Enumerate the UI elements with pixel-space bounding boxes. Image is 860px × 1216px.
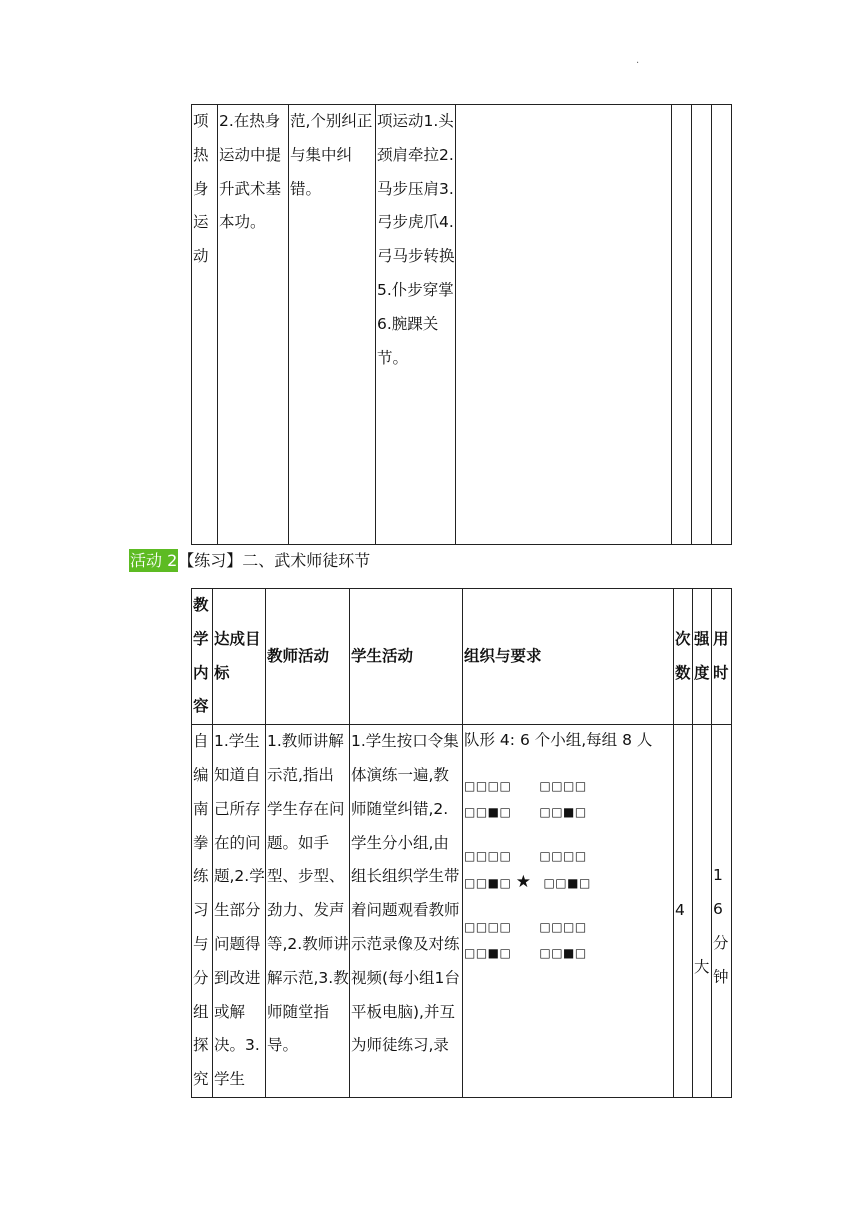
student-cell: 项运动1.头颈肩牵拉2.马步压肩3.弓步虎爪4.弓马步转换5.仆步穿掌6.腕踝关节。 bbox=[376, 105, 456, 545]
teacher-star-icon: ★ bbox=[515, 872, 532, 893]
content-cell: 自编南拳练习与分组探究 bbox=[192, 725, 213, 1098]
teacher-cell: 1.教师讲解示范,指出学生存在问题。如手型、步型、劲力、发声等,2.教师讲解示范,3.教师随堂指导。 bbox=[266, 725, 350, 1098]
formation-diagram: □□□□ □□□□ □□■□ □□■□ □□□□ □□□□ □□■□ ★ □□■□ □□□□ □□□□ □□■□ □□■□ bbox=[464, 779, 591, 961]
header-intensity: 强度 bbox=[693, 589, 712, 725]
activity-title: 【练习】二、武术师徒环节 bbox=[178, 551, 371, 570]
duration-cell bbox=[712, 725, 732, 1098]
header-goal: 达成目标 bbox=[213, 589, 266, 725]
activity-tag: 活动 2 bbox=[130, 551, 178, 570]
duration-cell bbox=[712, 105, 732, 545]
header-row bbox=[192, 589, 732, 725]
table-row bbox=[192, 725, 732, 1098]
duration-value: 16分钟 bbox=[713, 866, 729, 986]
times-cell bbox=[672, 105, 692, 545]
org-cell bbox=[463, 725, 674, 1098]
header-student: 学生活动 bbox=[350, 589, 463, 725]
header-times: 次数 bbox=[674, 589, 693, 725]
header-content: 教学内容 bbox=[192, 589, 213, 725]
header-duration: 用时 bbox=[712, 589, 732, 725]
intensity-cell bbox=[692, 105, 712, 545]
goal-cell: 2.在热身运动中提升武术基本功。 bbox=[218, 105, 289, 545]
intensity-value: 大 bbox=[694, 958, 710, 977]
warmup-table bbox=[191, 104, 732, 545]
practice-table bbox=[191, 588, 732, 1098]
intensity-cell bbox=[693, 725, 712, 1098]
activity-heading bbox=[129, 546, 370, 576]
times-cell: 4 bbox=[674, 725, 693, 1098]
goal-cell: 1.学生知道自己所存在的问题,2.学生部分问题得到改进或解决。3.学生 bbox=[213, 725, 266, 1098]
student-cell: 1.学生按口令集体演练一遍,教师随堂纠错,2.学生分小组,由组长组织学生带着问题观看教师示范录像及对练视频(每小组1台平板电脑),并互为师徒练习,录 bbox=[350, 725, 463, 1098]
org-cell bbox=[456, 105, 672, 545]
header-teacher: 教师活动 bbox=[266, 589, 350, 725]
teacher-cell: 范,个别纠正与集中纠错。 bbox=[289, 105, 376, 545]
header-org: 组织与要求 bbox=[463, 589, 674, 725]
page-mark: · bbox=[636, 58, 640, 69]
content-cell: 项热身运动 bbox=[192, 105, 218, 545]
formation-text: 队形 4: 6 个小组,每组 8 人 bbox=[464, 731, 653, 750]
